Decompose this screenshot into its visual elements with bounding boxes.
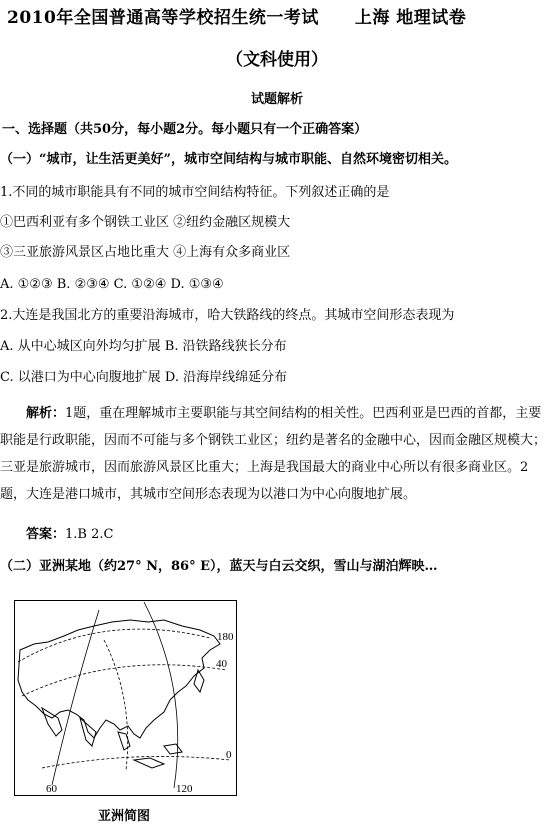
q2-choices-line1: A. 从中心城区向外均匀扩展 B. 沿铁路线狭长分布	[0, 339, 287, 354]
q1-options-line1: ①巴西利亚有多个钢铁工业区 ②纽约金融区规模大	[0, 215, 291, 230]
map-frame	[15, 601, 237, 796]
islands-outline	[134, 758, 164, 768]
graticule-arc	[18, 629, 210, 662]
japan-outline	[194, 670, 204, 692]
label-180: 180	[217, 631, 234, 643]
exam-title-main: 2010年全国普通高等学校招生统一考试	[7, 8, 319, 28]
answer-label: 答案：	[26, 527, 66, 542]
exam-title-subject: 上海 地理试卷	[354, 8, 467, 28]
part1-heading: 一、选择题（共50分，每小题2分。每小题只有一个正确答案）	[2, 122, 368, 137]
indochina-outline	[118, 732, 130, 750]
answer-text: 1.B 2.C	[65, 527, 114, 542]
label-60: 60	[46, 783, 57, 795]
group1-heading: （一）“城市，让生活更美好”，城市空间结构与城市职能、自然环境密切相关。	[0, 152, 457, 167]
exam-subtitle: （文科使用）	[226, 50, 328, 70]
meridian-120	[144, 602, 178, 788]
analysis-label: 解析：	[26, 406, 66, 421]
label-120: 120	[176, 783, 193, 795]
group2-heading: （二）亚洲某地（约27° N，86° E），蓝天与白云交织，雪山与湖泊辉映…	[0, 559, 438, 574]
label-0: 0	[226, 749, 232, 761]
q1-options-line2: ③三亚旅游风景区占地比重大 ④上海有众多商业区	[0, 245, 291, 260]
label-40: 40	[216, 658, 227, 670]
analysis-text: 1题，重在理解城市主要职能与其空间结构的相关性。巴西利亚是巴西的首都，主要职能是行政职能，因而不可能与多个钢铁工业区；纽约是著名的金融中心，因而金融区规模大；三亚是旅游城市，因而旅游风景区比重大；上海是我国最大的商业中心所以有很多商业区。2题，大连是港口城市，其城市空间形态表现为以港口为中心向腹地扩展。	[0, 406, 547, 502]
q1-choices: A. ①②③ B. ②③④ C. ①②④ D. ①③④	[0, 277, 224, 292]
q2-choices-line2: C. 以港口为中心向腹地扩展 D. 沿海岸线绵延分布	[0, 370, 288, 385]
map-caption: 亚洲简图	[98, 809, 151, 824]
q2-stem: 2.大连是我国北方的重要沿海城市，哈大铁路线的终点。其城市空间形态表现为	[0, 308, 455, 323]
q1-stem: 1.不同的城市职能具有不同的城市空间结构特征。下列叙述正确的是	[0, 185, 390, 200]
graticule-equator	[42, 756, 230, 768]
section-heading: 试题解析	[250, 92, 303, 107]
asia-map	[14, 600, 244, 798]
answer-line	[26, 526, 113, 544]
exam-title	[7, 9, 466, 27]
analysis-paragraph	[0, 400, 548, 508]
meridian-60	[52, 610, 99, 785]
islands-outline-2	[164, 744, 182, 754]
